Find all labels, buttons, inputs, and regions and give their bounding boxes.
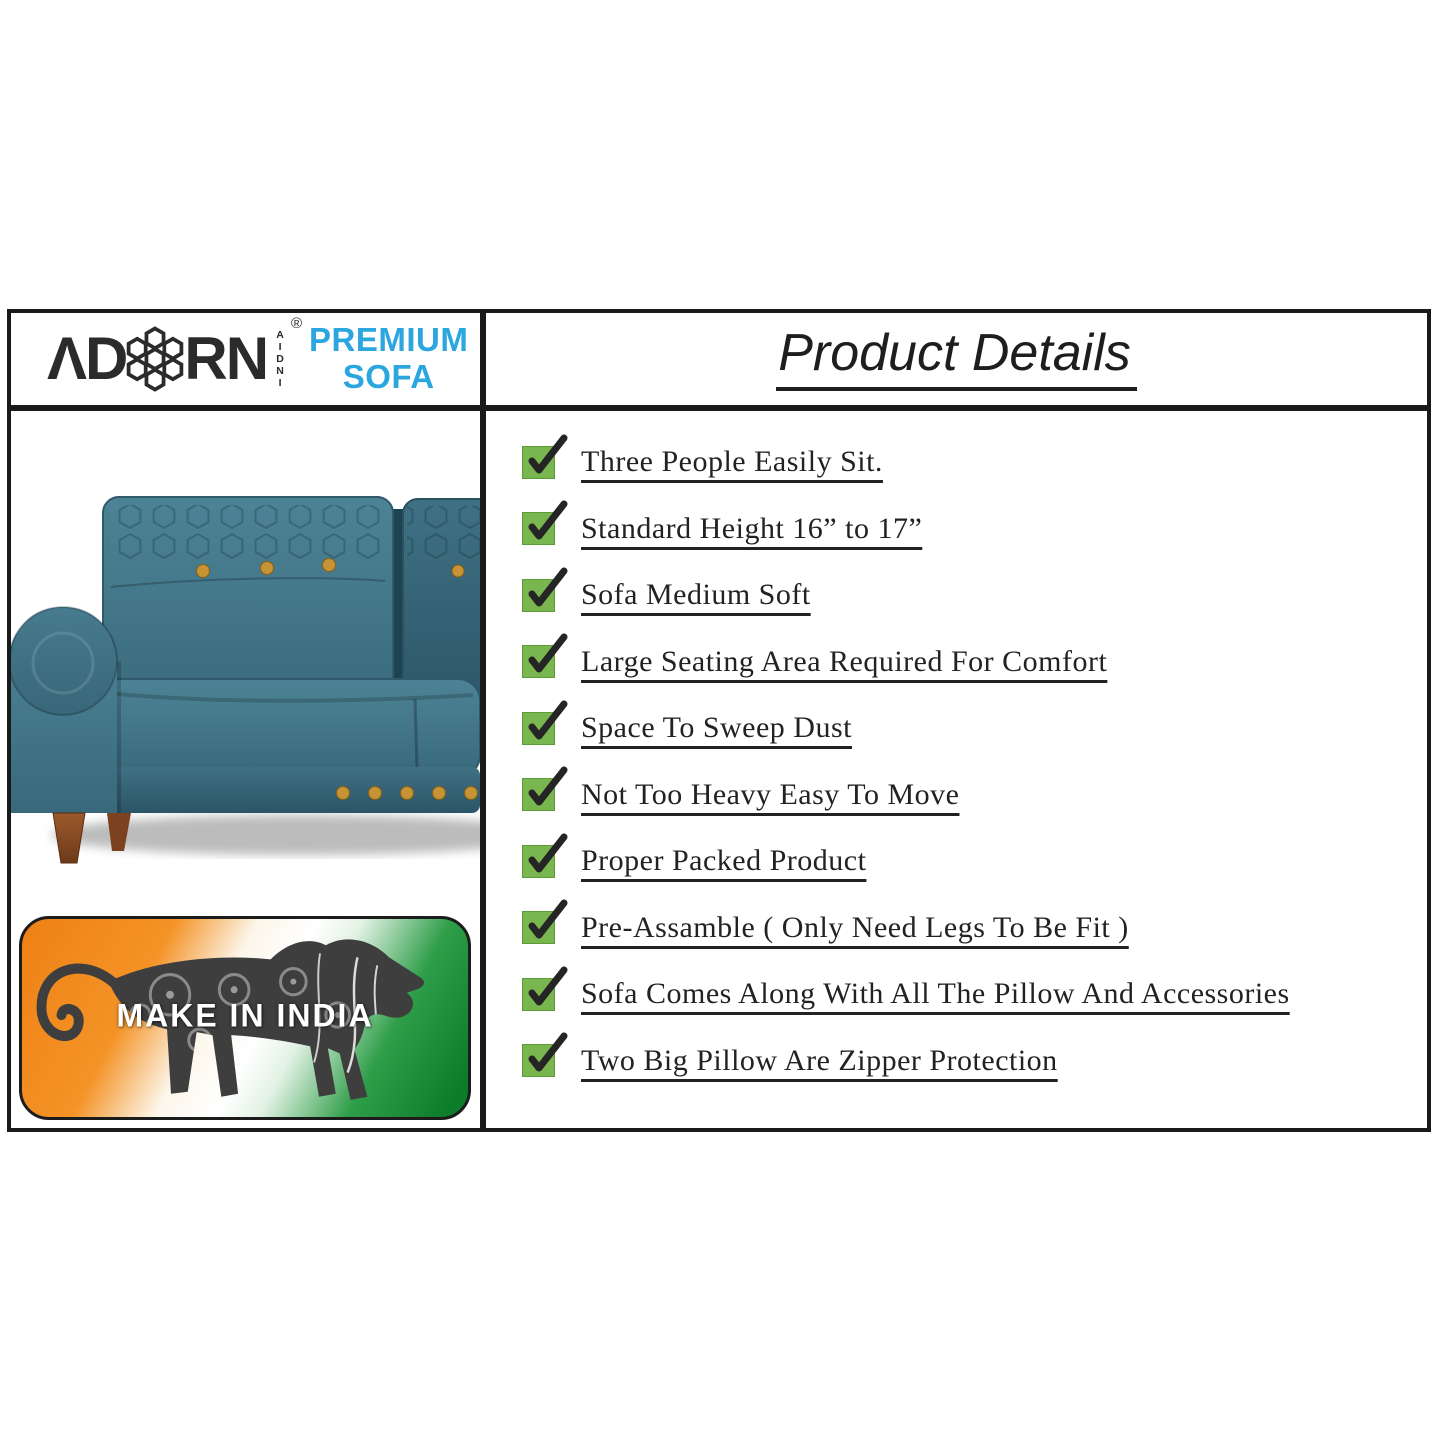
left-column <box>11 411 486 1128</box>
check-icon <box>522 446 555 479</box>
checklist-item <box>522 911 1397 945</box>
product-infographic-frame <box>7 309 1431 1132</box>
brand-country-vertical <box>273 314 303 390</box>
checklist-item <box>522 512 1397 546</box>
teal-sofa-photo <box>11 411 480 867</box>
country-letter: D <box>276 352 284 365</box>
content <box>11 411 1427 1128</box>
country-letter: A <box>276 328 284 341</box>
premium-sofa-tagline <box>309 322 468 396</box>
check-icon <box>522 978 555 1011</box>
checklist-item <box>522 977 1397 1011</box>
check-icon <box>522 579 555 612</box>
make-in-india-badge <box>19 916 471 1120</box>
tagline-line1: PREMIUM <box>309 321 469 359</box>
checklist-item <box>522 711 1397 745</box>
brand-cell <box>11 313 486 405</box>
check-icon <box>522 645 555 678</box>
country-letter: I <box>278 340 282 353</box>
checklist-item-label: Space To Sweep Dust <box>581 711 852 745</box>
checklist-item-label: Three People Easily Sit. <box>581 445 883 479</box>
registered-mark: ® <box>290 314 303 332</box>
checklist-item <box>522 578 1397 612</box>
title-cell <box>486 313 1427 405</box>
checklist-item <box>522 445 1397 479</box>
header <box>11 313 1427 411</box>
brand-name-left: ΛD <box>47 325 127 392</box>
country-letter: N <box>276 365 284 378</box>
check-icon <box>522 778 555 811</box>
check-icon <box>522 1044 555 1077</box>
adorn-logo <box>47 314 303 393</box>
checklist-item-label: Large Seating Area Required For Comfort <box>581 644 1108 678</box>
checklist-item-label: Sofa Medium Soft <box>581 578 811 612</box>
check-icon <box>522 512 555 545</box>
tagline-line2: SOFA <box>342 358 435 395</box>
hexagon-cluster-icon <box>124 325 186 393</box>
checklist <box>486 411 1427 1128</box>
checklist-item <box>522 844 1397 878</box>
make-in-india-label: MAKE IN INDIA <box>116 997 374 1034</box>
checklist-item <box>522 1044 1397 1078</box>
checklist-item-label: Pre-Assamble ( Only Need Legs To Be Fit ) <box>581 910 1129 944</box>
check-icon <box>522 911 555 944</box>
brand-name-right: RN <box>184 325 268 392</box>
checklist-item-label: Sofa Comes Along With All The Pillow And Accessories <box>581 977 1290 1011</box>
checklist-item <box>522 778 1397 812</box>
checklist-item <box>522 645 1397 679</box>
checklist-item-label: Proper Packed Product <box>581 844 867 878</box>
page-title: Product Details <box>776 327 1137 391</box>
check-icon <box>522 712 555 745</box>
check-icon <box>522 845 555 878</box>
checklist-item-label: Not Too Heavy Easy To Move <box>581 777 960 811</box>
checklist-item-label: Two Big Pillow Are Zipper Protection <box>581 1043 1058 1077</box>
checklist-item-label: Standard Height 16” to 17” <box>581 511 923 545</box>
country-letter: I <box>278 377 282 390</box>
